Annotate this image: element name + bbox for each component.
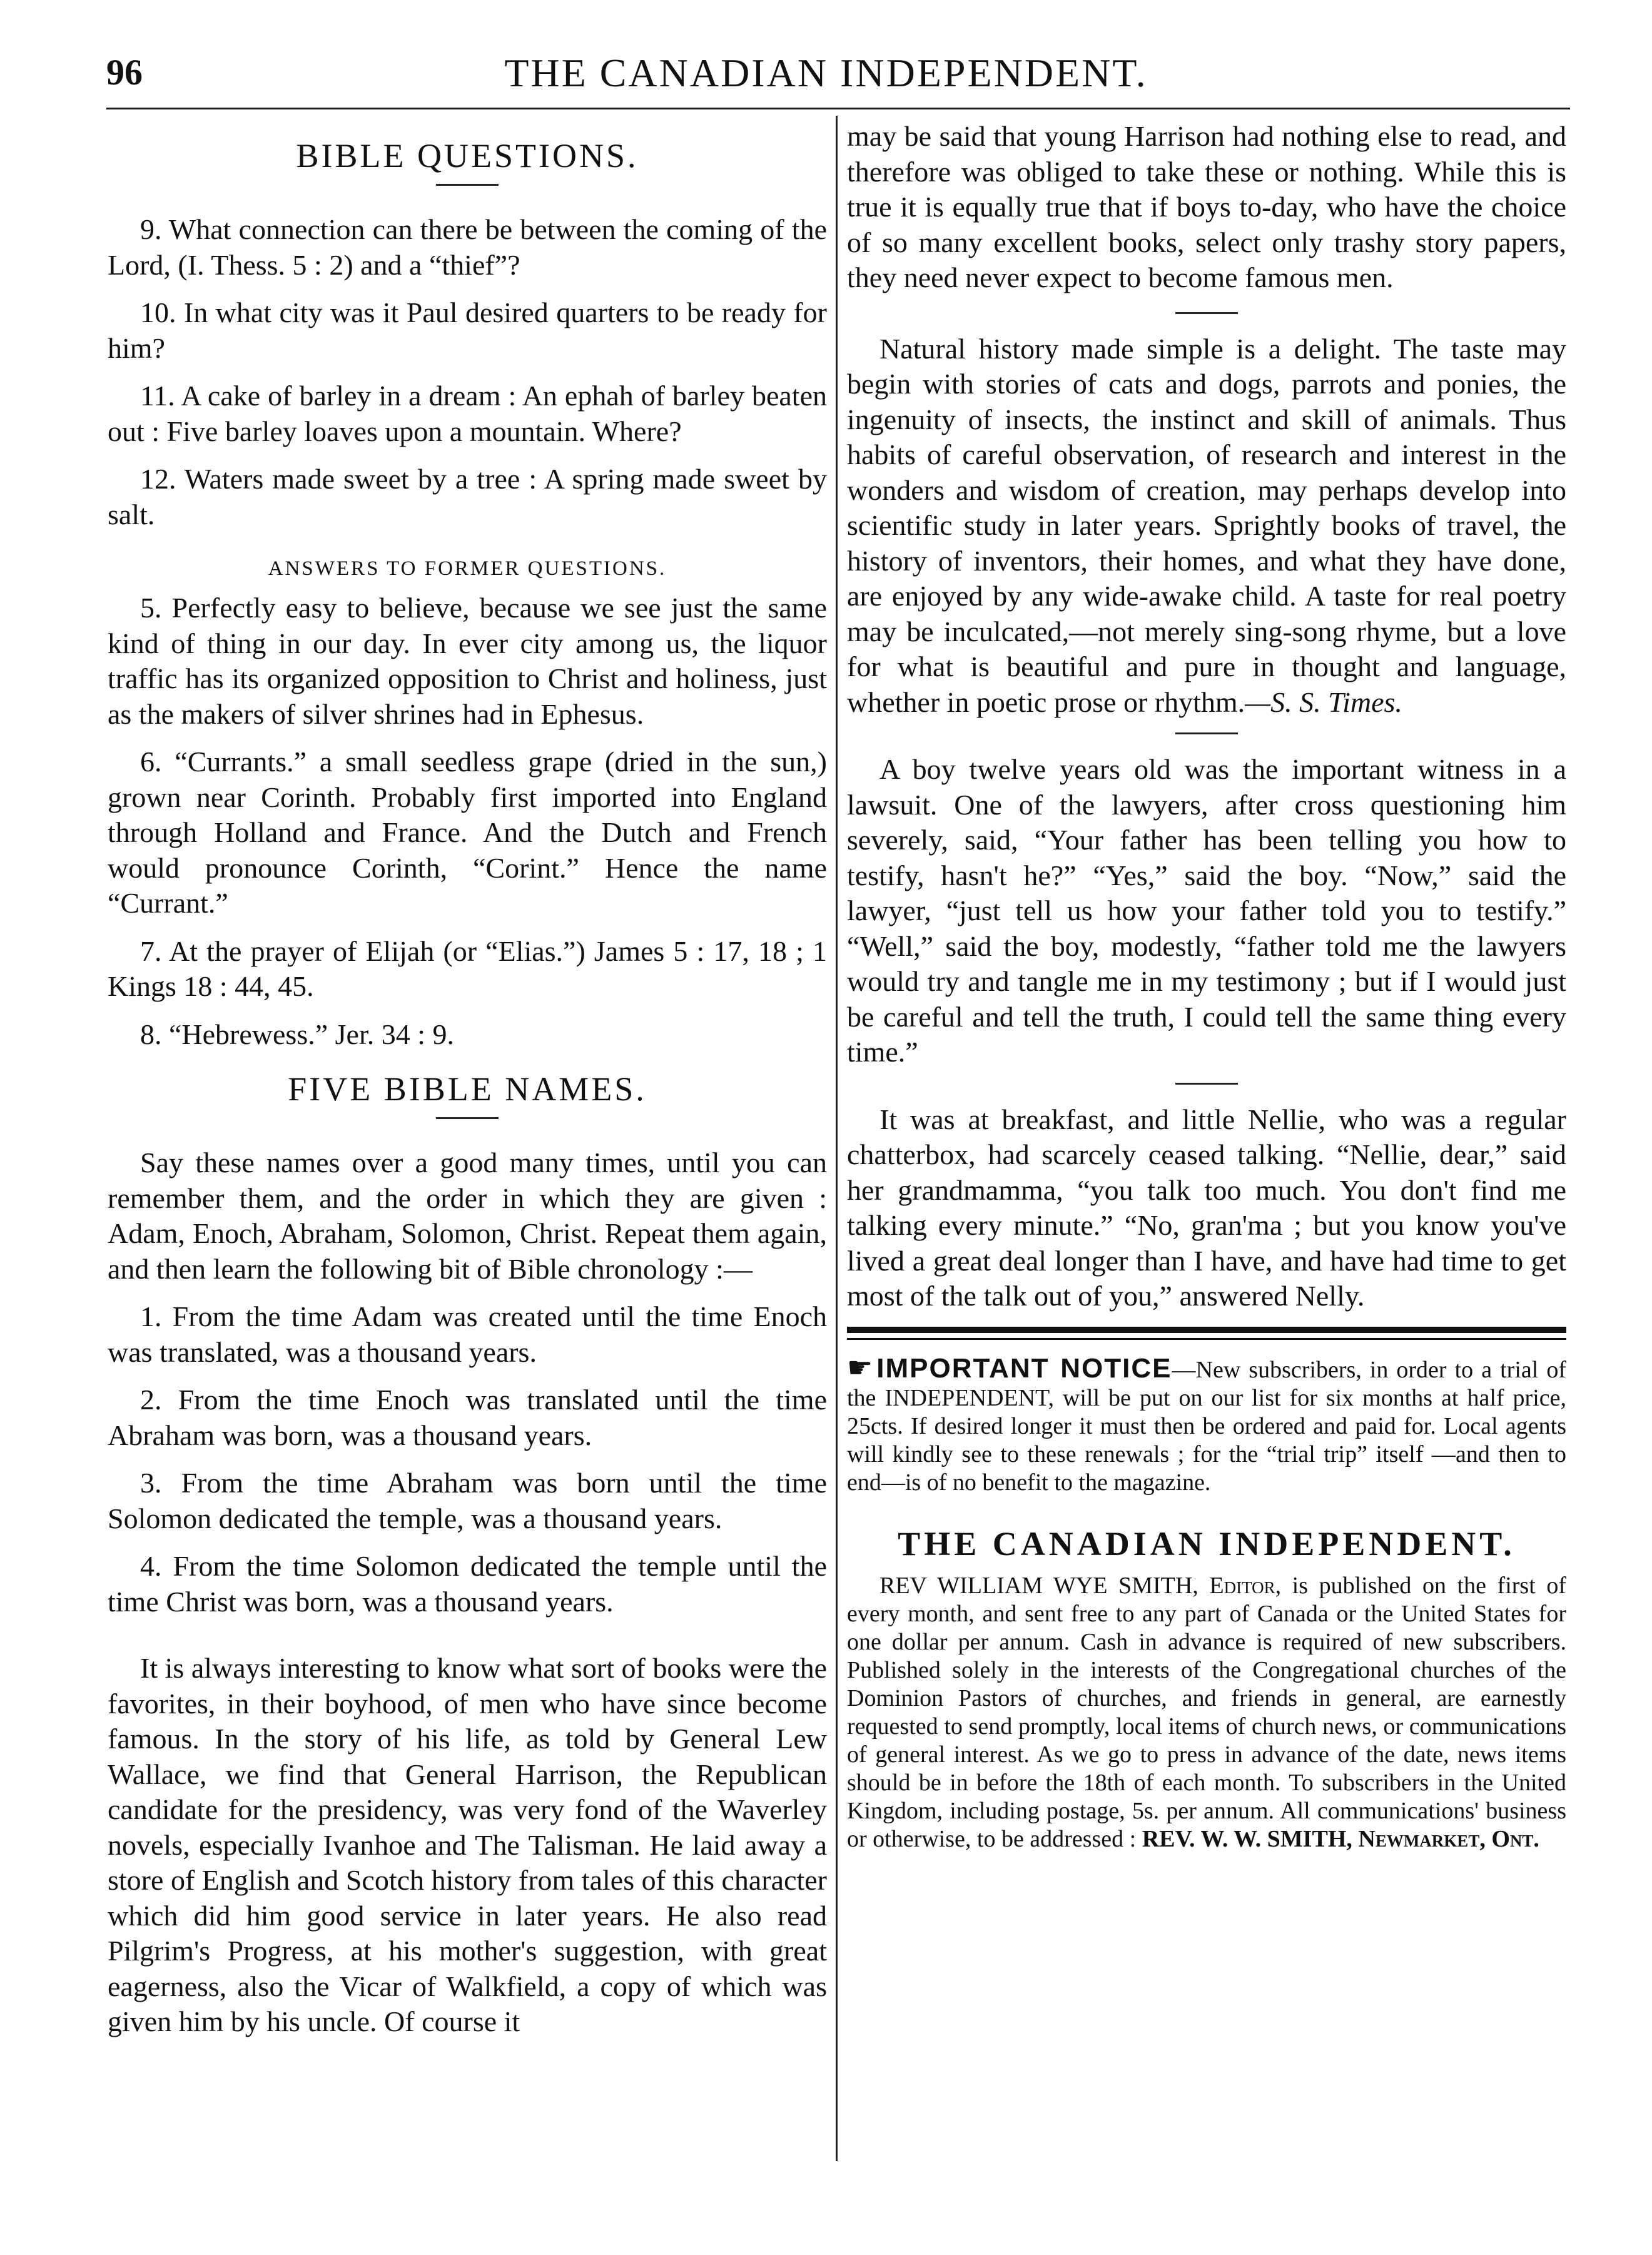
right-column (847, 119, 1566, 1860)
editor-line: REV WILLIAM WYE SMITH, Editor, (879, 1572, 1282, 1599)
section-rule (436, 1117, 499, 1119)
question-9: 9. What connection can there be between the coming of the Lord, (I. Thess. 5 : 2) and a “thief”? (108, 213, 827, 281)
answer-5: 5. Perfectly easy to believe, because we see just the same kind of thing in our day. In ever city among us, the liquor traffic has its organized opposition to Christ and holiness, just as the makers of silver shrines had in Ephesus. (108, 592, 827, 730)
notice-thick-rule (847, 1327, 1566, 1333)
section-rule (1175, 312, 1238, 314)
answer-6: 6. “Currants.” a small seedless grape (dried in the sun,) grown near Corinth. Probably first imported into England through Holland and France. And the Dutch and French would pronounce Corinth, “Corint.” Hence the name “Currant.” (108, 746, 827, 919)
continued-paragraph: may be said that young Harrison had nothing else to read, and therefore was obliged to take these or nothing. While this is true it is equally true that if boys to-day, who have the choice of so many excellent books, select only trashy story papers, they need never expect to become famous men. (847, 120, 1566, 293)
section-rule (436, 184, 499, 186)
publication-title: THE CANADIAN INDEPENDENT. (898, 1524, 1516, 1563)
pointing-hand-icon: ☛ (847, 1351, 873, 1384)
notice-heading: IMPORTANT NOTICE (876, 1352, 1172, 1384)
natural-history-paragraph (847, 332, 1566, 721)
answers-title: ANSWERS TO FORMER QUESTIONS. (268, 557, 667, 580)
chronology-2: 2. From the time Enoch was translated until the time Abraham was born, was a thousand years. (108, 1384, 827, 1451)
chronology-1: 1. From the time Adam was created until the time Enoch was translated, was a thousand years. (108, 1300, 827, 1368)
section-rule (1175, 732, 1238, 734)
important-notice (847, 1351, 1567, 1497)
bible-questions-title: BIBLE QUESTIONS. (296, 137, 639, 175)
column-divider (836, 116, 838, 2161)
notice-thin-rule (847, 1338, 1566, 1340)
nellie-paragraph: It was at breakfast, and little Nellie, who was a regular chatterbox, had scarcely ceased talking. “Nellie, dear,” said her grandmamma, “you talk too much. You don't find me talking every minute.” “No, gran'ma ; but you know you've lived a great deal longer than I have, and have had time to get most of the talk out of you,” answered Nelly. (847, 1103, 1566, 1312)
witness-paragraph: A boy twelve years old was the important witness in a lawsuit. One of the lawyers, after cross questioning him severely, said, “Your father has been telling you how to testify, hasn't he?” “Yes,” said the boy. “Now,” said the lawyer, “just tell us how your father told you to testify.” “Well,” said the boy, modestly, “father told me the lawyers would try and tangle me in my testimony ; but if I would just be careful and tell the truth, I could tell the same thing every time.” (847, 753, 1566, 1068)
source-credit: —S. S. Times. (1245, 686, 1402, 718)
five-bible-names-title: FIVE BIBLE NAMES. (288, 1070, 647, 1108)
page-number: 96 (106, 52, 143, 93)
answer-8: 8. “Hebrewess.” Jer. 34 : 9. (140, 1018, 455, 1050)
section-rule (1175, 1083, 1238, 1085)
question-12: 12. Waters made sweet by a tree : A spring made sweet by salt. (108, 463, 827, 530)
publication-info-body: is published on the first of every month, and sent free to any part of Canada or the United States for one dollar per annum. Cash in advance is required of new subscribers. Published solely in the interests of the Congregational churches of the Dominion Pastors of churches, and friends in general, are earnestly requested to send promptly, local items of church news, or communications of general interest. As we go to press in advance of the date, news items should be in before the 18th of each month. To subscribers in the United Kingdom, including postage, 5s. per annum. All communications' business or otherwise, to be addressed : (847, 1572, 1567, 1852)
mailing-address: REV. W. W. SMITH, Newmarket, Ont. (1142, 1825, 1539, 1852)
answer-7: 7. At the prayer of Elijah (or “Elias.”) James 5 : 17, 18 ; 1 Kings 18 : 44, 45. (108, 935, 827, 1002)
publication-info (847, 1572, 1566, 1853)
notice-body: —New subscribers, in order to a trial of the INDEPENDENT, will be put on our list for six months at half price, 25cts. If desired longer it must then be ordered and paid for. Local agents will kindly see to these renewals ; for the “trial trip” itself —and then to end—is of no benefit to the magazine. (847, 1356, 1567, 1496)
question-11: 11. A cake of barley in a dream : An ephah of barley beaten out : Five barley loaves upon a mountain. Where? (108, 380, 827, 447)
left-column (108, 119, 827, 2052)
natural-history-text: Natural history made simple is a delight. The taste may begin with stories of cats and dogs, parrots and ponies, the ingenuity of insects, the instinct and skill of animals. Thus habits of careful observation, of research and interest in the wonders and wisdom of creation, may perhaps develop into scientific study in later years. Sprightly books of travel, the history of inventors, their homes, and what they have done, are enjoyed by any wide-awake child. A taste for real poetry may be inculcated,—not merely sing-song rhyme, but a love for what is beautiful and pure in thought and language, whether in poetic prose or rhythm. (847, 332, 1566, 718)
five-names-intro: Say these names over a good many times, until you can remember them, and the order in which they are given : Adam, Enoch, Abraham, Solomon, Christ. Repeat them again, and then learn the following bit of Bible chronology :— (108, 1147, 827, 1285)
chronology-4: 4. From the time Solomon dedicated the temple until the time Christ was born, was a thousand years. (108, 1550, 827, 1618)
chronology-3: 3. From the time Abraham was born until the time Solomon dedicated the temple, was a thousand years. (108, 1467, 827, 1534)
running-title: THE CANADIAN INDEPENDENT. (504, 51, 1148, 95)
favorites-paragraph: It is always interesting to know what sort of books were the favorites, in their boyhood, of men who have since become famous. In the story of his life, as told by General Lew Wallace, we find that General Harrison, the Republican candidate for the presidency, was very fond of the Waverley novels, especially Ivanhoe and The Talisman. He laid away a store of English and Scotch history from tales of this character which did him good service in later years. He also read Pilgrim's Progress, at his mother's suggestion, with great eagerness, also the Vicar of Walkfield, a copy of which was given him by his uncle. Of course it (108, 1652, 827, 2037)
question-10: 10. In what city was it Paul desired quarters to be ready for him? (108, 296, 827, 364)
header-rule (106, 108, 1570, 109)
